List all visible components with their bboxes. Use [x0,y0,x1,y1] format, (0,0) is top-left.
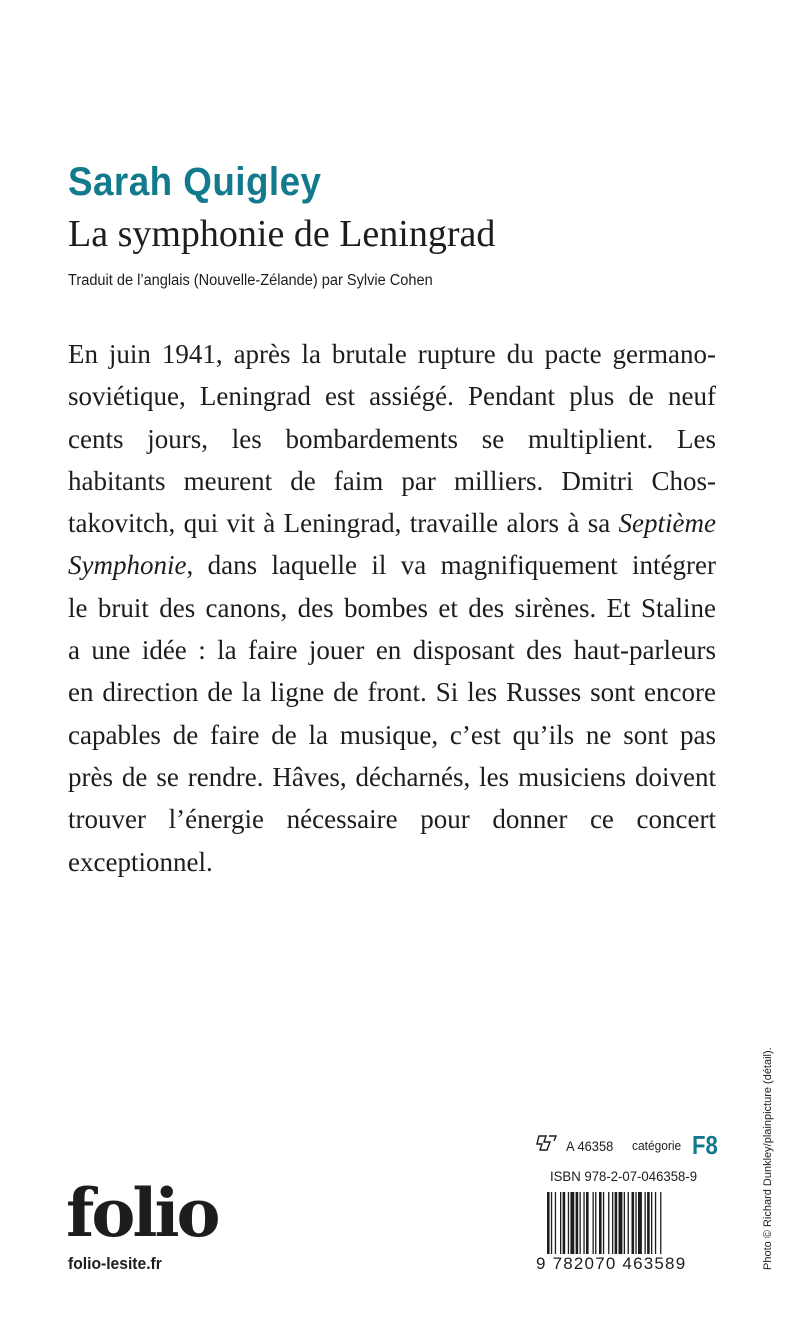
barcode-bar [612,1192,613,1254]
barcode-bar [655,1192,656,1254]
barcode-bar [580,1192,581,1254]
barcode-bar [632,1192,635,1254]
barcode-bar [586,1192,589,1254]
blurb-line: En juin 1941, après la brutale rupture du pacte germano- [68,339,716,369]
barcode-bar [560,1192,561,1254]
barcode-bar [599,1192,602,1254]
publisher-website: folio-lesite.fr [68,1254,162,1273]
barcode-number [535,1254,721,1274]
barcode-bar [647,1192,650,1254]
author-name: Sarah Quigley [68,160,322,204]
barcode-bar [619,1192,623,1254]
barcode-bar [593,1192,594,1254]
blurb-line: exceptionnel. [68,846,213,877]
barcode-bar [595,1192,596,1254]
translator-credit: Traduit de l’anglais (Nouvelle-Zélande) par Sylvie Cohen [68,272,433,289]
barcode-bar [615,1192,618,1254]
blurb-italic-text: Septième [618,508,716,539]
publisher-emblem-icon [536,1134,558,1152]
blurb-line: trouver l’énergie nécessaire pour donner ce concert [68,804,716,835]
barcode-bar [660,1192,661,1254]
back-cover-blurb [68,333,716,883]
blurb-line [68,502,716,544]
blurb-line: cents jours, les bombardements se multiplient. Les [68,423,716,454]
barcode-digits: 9 782070 463589 [536,1254,687,1273]
blurb-line: capables de faire de la musique, c’est qu’ils ne sont pas [68,719,716,750]
isbn: ISBN 978-2-07-046358-9 [550,1168,698,1184]
blurb-line: près de se rendre. Hâves, décharnés, les musiciens doivent [68,761,716,792]
barcode-bar [651,1192,652,1254]
blurb-line: soviétique, Leningrad est assiégé. Pendant plus de neuf [68,381,716,412]
barcode-bar [645,1192,646,1254]
barcode-bar [555,1192,556,1254]
barcode-bar [624,1192,625,1254]
catalog-line [536,1128,720,1158]
book-title: La symphonie de Leningrad [68,213,496,255]
barcode-bar [576,1192,579,1254]
barcode-bar [638,1192,642,1254]
blurb-text: , dans laquelle il va magnifiquement intégrer [186,550,716,581]
blurb-line [68,544,716,586]
barcode-bar [563,1192,566,1254]
barcode-bar [628,1192,629,1254]
blurb-line: habitants meurent de faim par milliers. Dmitri Chos- [68,465,716,496]
barcode-bar [635,1192,636,1254]
blurb-line: a une idée : la faire jouer en disposant des haut-parleurs [68,635,716,666]
photo-credit: Photo © Richard Dunkley/plainpicture (détail). [762,1047,774,1270]
barcode-bar [568,1192,569,1254]
blurb-text: takovitch, qui vit à Leningrad, travaille alors à sa [68,508,619,539]
barcode-bar [570,1192,574,1254]
folio-logo: folio [66,1174,218,1252]
barcode-bar [583,1192,584,1254]
blurb-italic-text: Symphonie [68,550,187,581]
blurb-line: le bruit des canons, des bombes et des sirènes. Et Staline [68,592,716,623]
category-label: catégorie [632,1138,682,1153]
catalog-code: A 46358 [566,1138,614,1154]
blurb-line: en direction de la ligne de front. Si les Russes sont encore [68,677,716,708]
category-code: F8 [692,1130,718,1160]
